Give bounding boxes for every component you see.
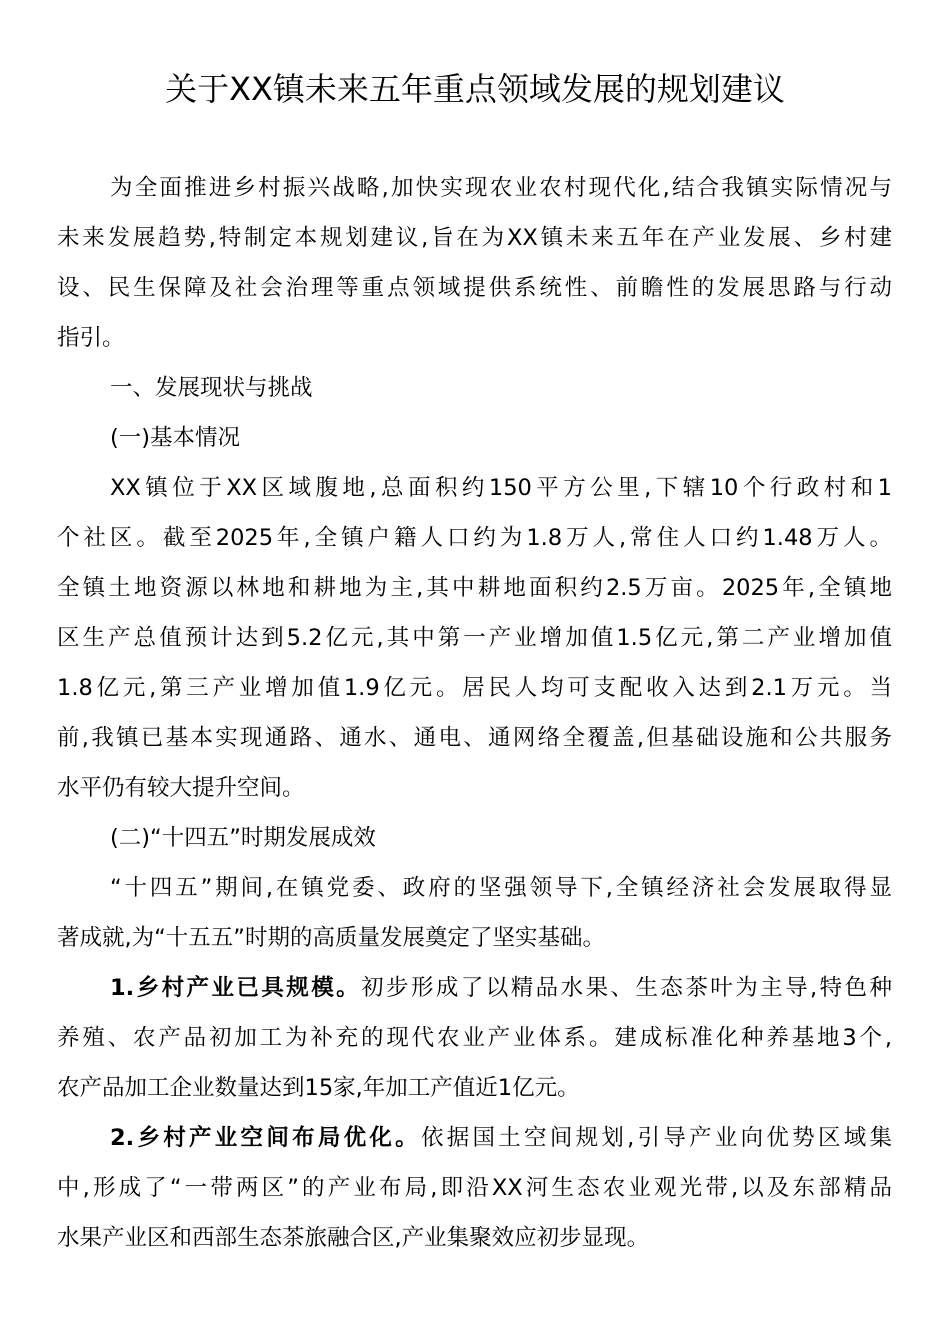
point-heading: 2.乡村产业空间布局优化。 bbox=[110, 1125, 421, 1151]
point-text: 初步形成了以精品水果、生态茶叶为主导,特色种 bbox=[361, 975, 892, 1001]
paragraph-line: XX镇位于XX区域腹地,总面积约150平方公里,下辖10个行政村和1 bbox=[110, 475, 892, 501]
paragraph-line: 水平仍有较大提升空间。 bbox=[57, 775, 305, 801]
paragraph-line: 1.8亿元,第三产业增加值1.9亿元。居民人均可支配收入达到2.1万元。当 bbox=[57, 675, 892, 701]
paragraph-line: 前,我镇已基本实现通路、通水、通电、通网络全覆盖,但基础设施和公共服务 bbox=[57, 725, 892, 751]
paragraph-line: 区生产总值预计达到5.2亿元,其中第一产业增加值1.5亿元,第二产业增加值 bbox=[57, 625, 892, 651]
paragraph-line: 中,形成了“一带两区”的产业布局,即沿XX河生态农业观光带,以及东部精品 bbox=[57, 1175, 892, 1201]
paragraph-line: 指引。 bbox=[57, 325, 125, 351]
section-heading: 一、发展现状与挑战 bbox=[110, 375, 313, 401]
point-paragraph-1 bbox=[57, 963, 897, 1113]
paragraph-line bbox=[57, 963, 892, 1013]
paragraph-line: 全镇土地资源以林地和耕地为主,其中耕地面积约2.5万亩。2025年,全镇地 bbox=[57, 575, 892, 601]
basic-info-paragraph bbox=[57, 463, 897, 813]
paragraph-line: 养殖、农产品初加工为补充的现代农业产业体系。建成标准化种养基地3个, bbox=[57, 1025, 892, 1051]
paragraph-line: “十四五”期间,在镇党委、政府的坚强领导下,全镇经济社会发展取得显 bbox=[110, 875, 892, 901]
document-body bbox=[57, 163, 897, 1263]
paragraph-line: 著成就,为“十五五”时期的高质量发展奠定了坚实基础。 bbox=[57, 925, 605, 951]
paragraph-line: 设、民生保障及社会治理等重点领域提供系统性、前瞻性的发展思路与行动 bbox=[57, 275, 892, 301]
paragraph-line: 个社区。截至2025年,全镇户籍人口约为1.8万人,常住人口约1.48万人。 bbox=[57, 525, 892, 551]
subsection-heading: (一)基本情况 bbox=[110, 425, 241, 451]
paragraph-line: 为全面推进乡村振兴战略,加快实现农业农村现代化,结合我镇实际情况与 bbox=[110, 175, 892, 201]
paragraph-line: 未来发展趋势,特制定本规划建议,旨在为XX镇未来五年在产业发展、乡村建 bbox=[57, 225, 892, 251]
document-title: 关于XX镇未来五年重点领域发展的规划建议 bbox=[165, 70, 785, 108]
paragraph-line: 农产品加工企业数量达到15家,年加工产值近1亿元。 bbox=[57, 1075, 580, 1101]
subsection-heading: (二)“十四五”时期发展成效 bbox=[110, 825, 376, 851]
intro-paragraph bbox=[57, 163, 897, 363]
paragraph-line bbox=[57, 1113, 892, 1163]
paragraph-line: 水果产业区和西部生态茶旅融合区,产业集聚效应初步显现。 bbox=[57, 1225, 650, 1251]
point-heading: 1.乡村产业已具规模。 bbox=[110, 975, 362, 1001]
point-text: 依据国土空间规划,引导产业向优势区域集 bbox=[420, 1125, 892, 1151]
point-paragraph-2 bbox=[57, 1113, 897, 1263]
achievements-paragraph bbox=[57, 863, 897, 963]
